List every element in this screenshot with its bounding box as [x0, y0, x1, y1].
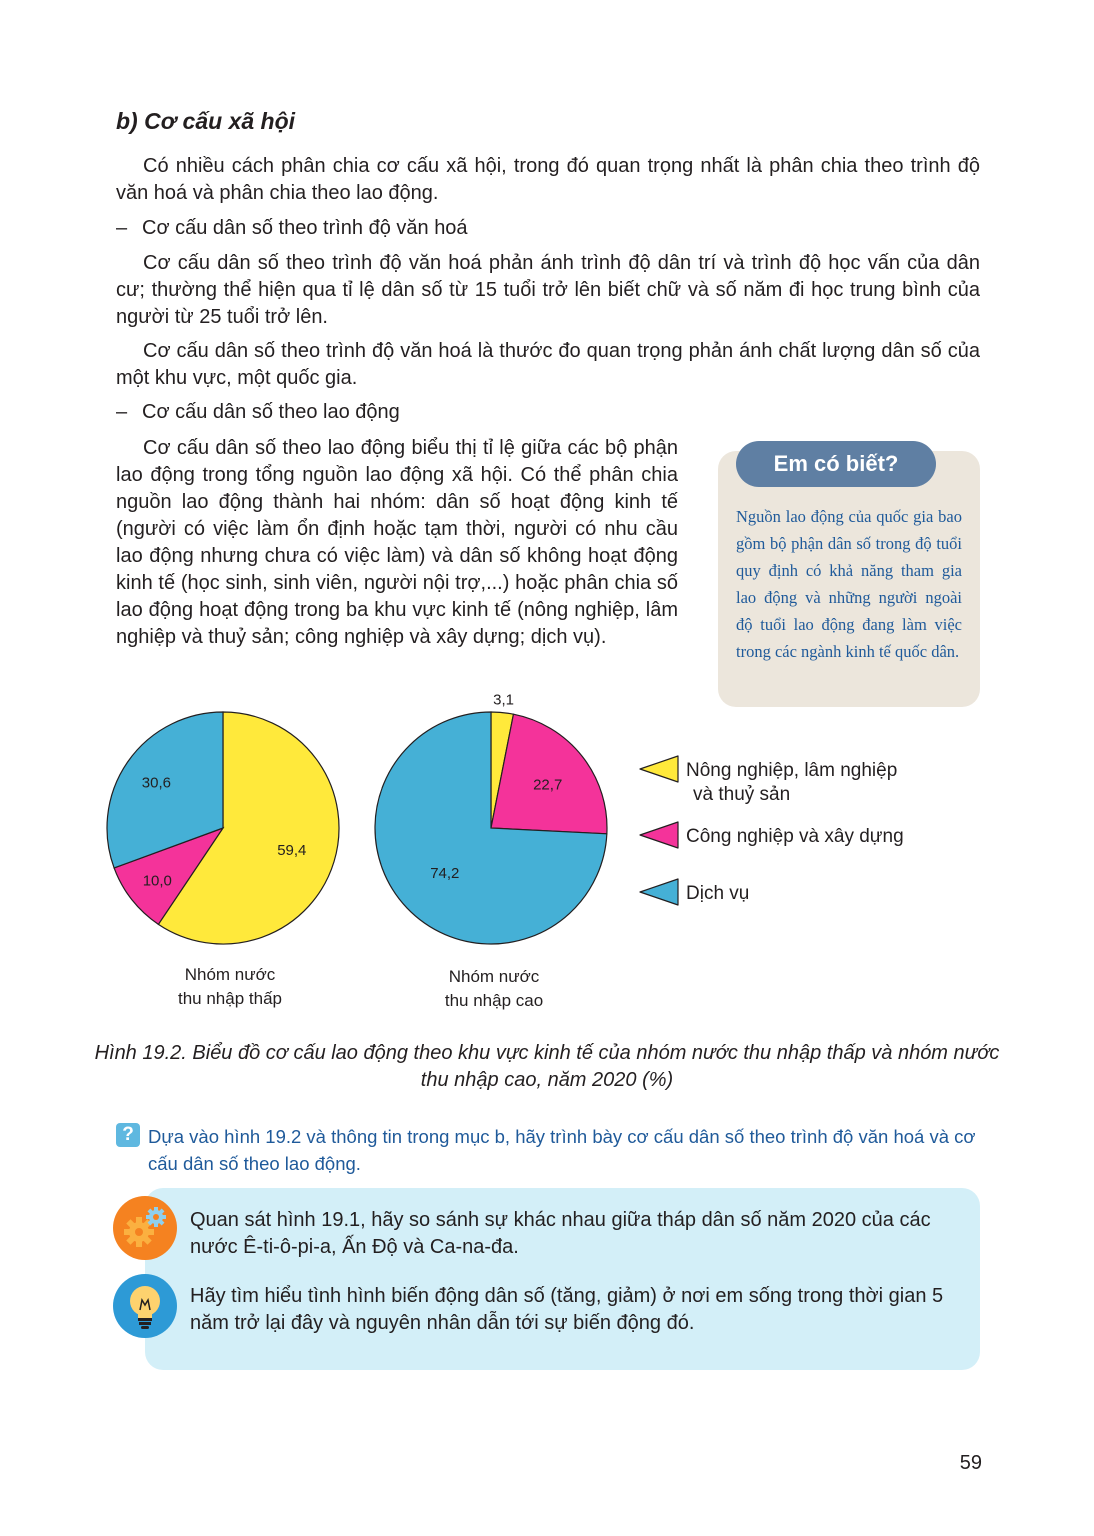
- pie-2-value-label-industry: 22,7: [533, 776, 563, 794]
- education-paragraph-2: Cơ cấu dân số theo trình độ văn hoá là thước đo quan trọng phản ánh chất lượng dân số của một khu vực, một quốc gia.: [116, 340, 980, 389]
- pie-2-value-label-agriculture: 3,1: [493, 691, 515, 709]
- legend-label-industry-line-1: Công nghiệp và xây dựng: [686, 826, 904, 847]
- intro-paragraph: Có nhiều cách phân chia cơ cấu xã hội, trong đó quan trọng nhất là phân chia theo trình độ văn hoá và phân chia theo lao động.: [116, 155, 980, 204]
- legend-swatch-industry: [640, 822, 678, 848]
- pie-1-value-label-agriculture: 59,4: [277, 841, 307, 859]
- legend-label-services-line-1: Dịch vụ: [686, 883, 750, 904]
- pie-2-label-line-1: Nhóm nước: [448, 967, 540, 986]
- page-number: 59: [959, 1452, 982, 1474]
- legend-label-agriculture-line-1: Nông nghiệp, lâm nghiệp: [686, 760, 898, 781]
- pie-1-label-line-2: thu nhập thấp: [178, 989, 282, 1008]
- labour-paragraph: Cơ cấu dân số theo lao động biểu thị tỉ lệ giữa các bộ phận lao động trong tổng nguồn lao động xã hội. Có thể phân chia nguồn lao động thành hai nhóm: dân số hoạt động kinh tế (người có việc làm ổn định hoặc tạm thời, người có nhu cầu lao động nhưng chưa có việc làm) và dân số không hoạt động kinh tế (học sinh, sinh viên, người nội trợ,...) hoặc phân chia số lao động hoạt động trong ba khu vực kinh tế (nông nghiệp, lâm nghiệp và thuỷ sản; công nghiệp và xây dựng; dịch vụ).: [116, 437, 678, 648]
- pie-2-label-line-2: thu nhập cao: [444, 991, 544, 1010]
- legend-label-agriculture-line-2: và thuỷ sản: [693, 784, 791, 805]
- apply-text: Hãy tìm hiểu tình hình biến động dân số (tăng, giảm) ở nơi em sống trong thời gian 5 năm trở lại đây và nguyên nhân dẫn tới sự biến động đó.: [190, 1285, 944, 1334]
- list-item-label: Cơ cấu dân số theo lao động: [142, 401, 400, 423]
- pie-2-label: [394, 965, 594, 1013]
- pie-1-label: [130, 963, 330, 1011]
- dash-marker: –: [116, 217, 128, 239]
- education-paragraph-1: Cơ cấu dân số theo trình độ văn hoá phản ánh trình độ dân trí và trình độ học vấn của dân cư; thường thể hiện qua tỉ lệ dân số từ 15 tuổi trở lên biết chữ và số năm đi học trung bình của người từ 25 tuổi trở lên.: [116, 252, 980, 328]
- legend-swatch-agriculture: [640, 756, 678, 782]
- pie-1-value-label-services: 30,6: [141, 774, 172, 792]
- pie-2-value-label-services: 74,2: [430, 865, 460, 882]
- list-item-label: Cơ cấu dân số theo trình độ văn hoá: [142, 217, 468, 239]
- question-text: Dựa vào hình 19.2 và thông tin trong mục b, hãy trình bày cơ cấu dân số theo trình độ văn hoá và cơ cấu dân số theo lao động.: [148, 1126, 976, 1174]
- practice-text: Quan sát hình 19.1, hãy so sánh sự khác nhau giữa tháp dân số năm 2020 của các nước Ê-ti-ô-pi-a, Ấn Độ và Ca-na-đa.: [190, 1209, 931, 1258]
- lightbulb-icon: [113, 1274, 177, 1338]
- dash-marker: –: [116, 401, 128, 423]
- figure-caption: Hình 19.2. Biểu đồ cơ cấu lao động theo khu vực kinh tế của nhóm nước thu nhập thấp và nhóm nước thu nhập cao, năm 2020 (%): [94, 1042, 1000, 1091]
- section-heading: b) Cơ cấu xã hội: [116, 108, 296, 134]
- gears-icon: [113, 1196, 177, 1260]
- pie-1-label-line-1: Nhóm nước: [184, 965, 276, 984]
- legend-swatch-services: [640, 879, 678, 905]
- question-icon: ?: [116, 1123, 140, 1147]
- info-box-title: Em có biết?: [736, 441, 936, 487]
- info-box-text: Nguồn lao động của quốc gia bao gồm bộ phận dân số trong độ tuổi quy định có khả năng tham gia lao động và những người ngoài độ tuổi lao động đang làm việc trong các ngành kinh tế quốc dân.: [736, 507, 962, 661]
- pie-1-value-label-industry: 10,0: [142, 872, 172, 890]
